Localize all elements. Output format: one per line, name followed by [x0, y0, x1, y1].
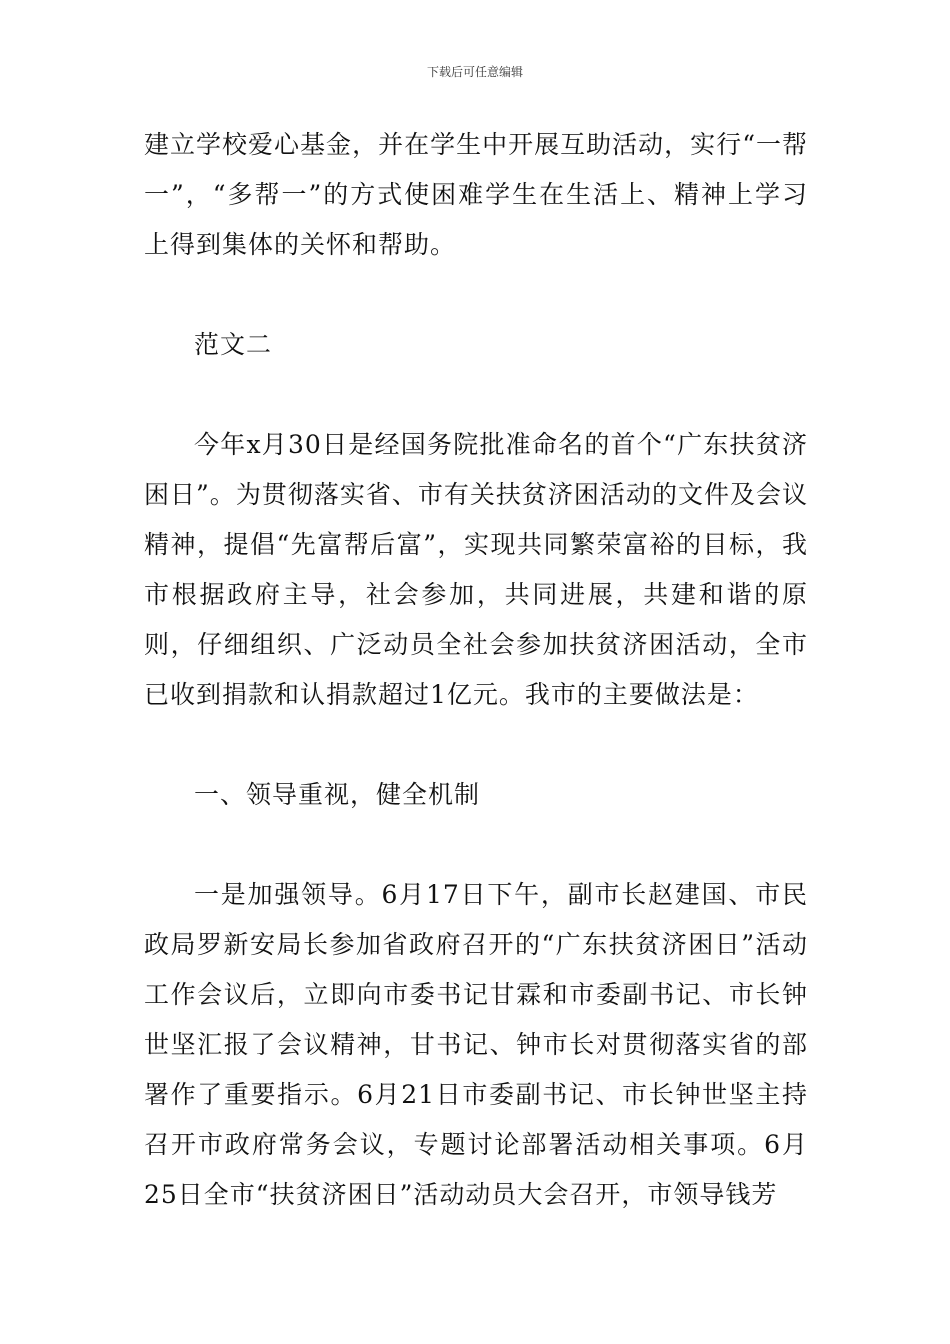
paragraph-spacer: [144, 370, 808, 420]
paragraph-1: 建立学校爱心基金，并在学生中开展互助活动，实行“一帮一”，“多帮一”的方式使困难学生在生活上、精神上学习上得到集体的关怀和帮助。: [144, 130, 808, 259]
section-heading-1: 一、领导重视，健全机制: [194, 780, 481, 809]
paragraph-spacer: [144, 720, 808, 770]
paragraph-spacer: [144, 820, 808, 870]
document-body: [144, 120, 808, 1220]
section-title-2: 范文二: [194, 330, 273, 359]
paragraph-3: 今年x月30日是经国务院批准命名的首个“广东扶贫济困日”。为贯彻落实省、市有关扶贫济困活动的文件及会议精神，提倡“先富帮后富”，实现共同繁荣富裕的目标，我市根据政府主导，社会参加，共同进展，共建和谐的原则，仔细组织、广泛动员全社会参加扶贫济困活动，全市已收到捐款和认捐款超过1亿元。我市的主要做法是：: [144, 430, 808, 709]
header-note: 下载后可任意编辑: [426, 65, 523, 79]
paragraph-5: 一是加强领导。6月17日下午，副市长赵建国、市民政局罗新安局长参加省政府召开的“广东扶贫济困日”活动工作会议后，立即向市委书记甘霖和市委副书记、市长钟世坚汇报了会议精神，甘书记、钟市长对贯彻落实省的部署作了重要指示。6月21日市委副书记、市长钟世坚主持召开市政府常务会议，专题讨论部署活动相关事项。6月25日全市“扶贫济困日”活动动员大会召开，市领导钱芳: [144, 880, 808, 1209]
paragraph-spacer: [144, 270, 808, 320]
